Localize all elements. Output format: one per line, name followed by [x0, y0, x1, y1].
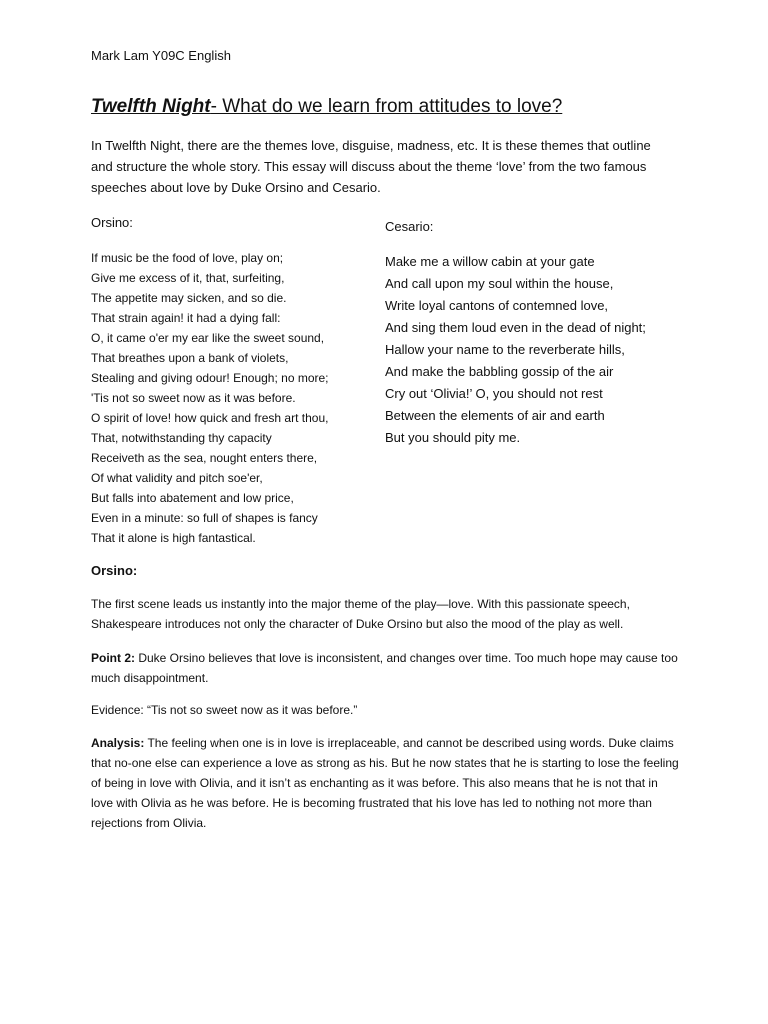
verse-line: 'Tis not so sweet now as it was before. [91, 391, 296, 405]
verse-line: That it alone is high fantastical. [91, 531, 256, 545]
cesario-speech [385, 251, 646, 449]
analysis-paragraph [91, 733, 681, 833]
verse-line: The appetite may sicken, and so die. [91, 291, 287, 305]
verse-line: And make the babbling gossip of the air [385, 364, 614, 379]
verse-line: Between the elements of air and earth [385, 408, 605, 423]
evidence-text: “Tis not so sweet now as it was before.” [143, 703, 358, 717]
essay-title [91, 95, 711, 119]
verse-line: And sing them loud even in the dead of night; [385, 320, 646, 335]
evidence-paragraph [91, 700, 681, 720]
essay-question: - What do we learn from attitudes to love? [210, 96, 563, 117]
point-text: Duke Orsino believes that love is inconsistent, and changes over time. Too much hope may cause too much disappointment. [91, 651, 678, 685]
verse-line: Give me excess of it, that, surfeiting, [91, 271, 285, 285]
cesario-speaker-label: Cesario: [385, 219, 434, 234]
verse-line: Of what validity and pitch soe'er, [91, 471, 263, 485]
verse-line: O spirit of love! how quick and fresh art thou, [91, 411, 329, 425]
analysis-heading: Orsino: [91, 563, 138, 578]
verse-line: Hallow your name to the reverberate hills, [385, 342, 625, 357]
verse-line: That breathes upon a bank of violets, [91, 351, 289, 365]
orsino-speaker-label: Orsino: [91, 215, 133, 230]
evidence-label: Evidence: [91, 703, 144, 717]
verse-line: That strain again! it had a dying fall: [91, 311, 281, 325]
verse-line: And call upon my soul within the house, [385, 276, 614, 291]
verse-line: But you should pity me. [385, 430, 521, 445]
analysis-label: Analysis: [91, 736, 145, 750]
intro-paragraph: In Twelfth Night, there are the themes love, disguise, madness, etc. It is these themes that outline and structure the whole story. This essay will discuss about the theme ‘love’ from the two famous speeches about love by Duke Orsino and Cesario. [91, 138, 651, 195]
verse-line: But falls into abatement and low price, [91, 491, 294, 505]
verse-line: Write loyal cantons of contemned love, [385, 298, 609, 313]
verse-line: Receiveth as the sea, nought enters there, [91, 451, 318, 465]
verse-line: If music be the food of love, play on; [91, 251, 284, 265]
point-paragraph [91, 648, 681, 688]
analysis-text: The feeling when one is in love is irreplaceable, and cannot be described using words. Duke claims that no-one else can experience a love as strong as his. But he now states that he is starting to lose the feeling of being in love with Olivia, and it isn’t as enchanting as it was before. This also means that he is not that in love with Olivia as he was before. He is becoming frustrated that his love has led to nothing not more than rejections from Olivia. [91, 736, 679, 830]
verse-line: Stealing and giving odour! Enough; no more; [91, 371, 329, 385]
point-label: Point 2: [91, 651, 135, 665]
verse-line: Even in a minute: so full of shapes is fancy [91, 511, 318, 525]
orsino-speech [91, 248, 329, 548]
play-name: Twelfth Night [91, 96, 211, 117]
verse-line: Make me a willow cabin at your gate [385, 254, 595, 269]
verse-line: Cry out ‘Olivia!’ O, you should not rest [385, 386, 603, 401]
verse-line: That, notwithstanding thy capacity [91, 431, 272, 445]
verse-line: O, it came o'er my ear like the sweet sound, [91, 331, 325, 345]
scene-paragraph: The first scene leads us instantly into the major theme of the play—love. With this passionate speech, Shakespeare introduces not only the character of Duke Orsino but also the mood of the play as well. [91, 597, 630, 631]
author-header: Mark Lam Y09C English [91, 48, 231, 63]
